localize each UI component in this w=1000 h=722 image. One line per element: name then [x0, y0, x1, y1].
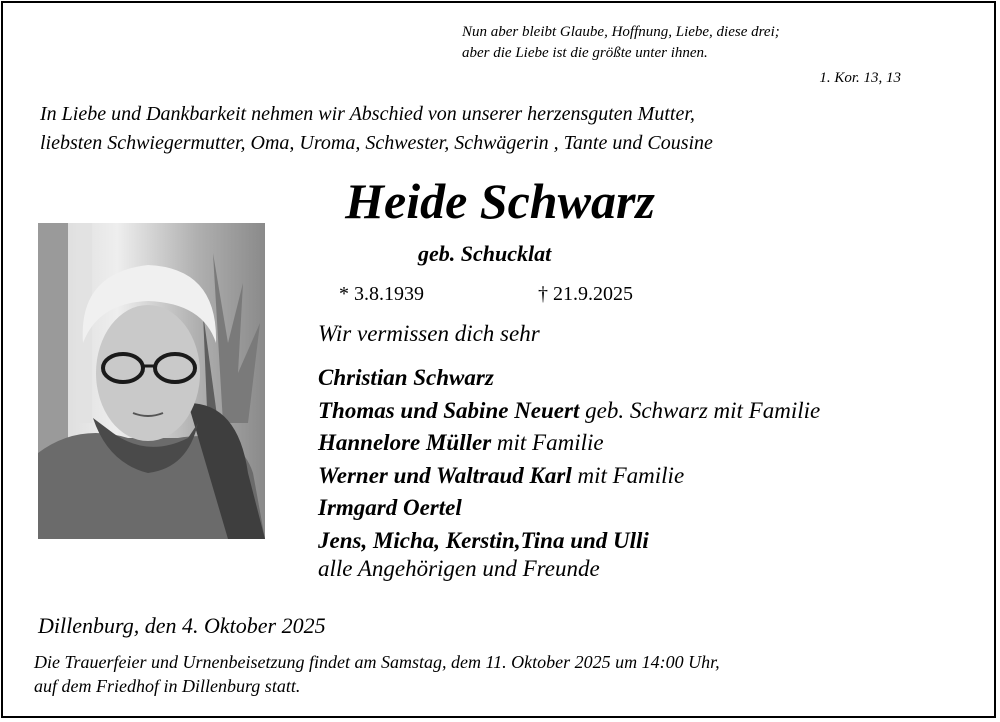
- intro-line: In Liebe und Dankbarkeit nehmen wir Abschied von unserer herzensguten Mutter,: [40, 103, 695, 125]
- funeral-line: Die Trauerfeier und Urnenbeisetzung findet am Samstag, dem 11. Oktober 2025 um 14:00 Uhr,: [34, 652, 720, 672]
- mourner-row: [318, 492, 820, 525]
- mourner-name: Irmgard Oertel: [318, 495, 462, 520]
- mourner-name: Hannelore Müller: [318, 430, 492, 455]
- death-date: † 21.9.2025: [538, 283, 633, 305]
- portrait-photo: [38, 223, 265, 539]
- mourner-suffix: mit Familie: [491, 430, 604, 455]
- mourner-row: [318, 525, 820, 558]
- mourner-name: Jens, Micha, Kerstin,Tina und Ulli: [318, 527, 649, 553]
- deceased-name: Heide Schwarz: [345, 173, 655, 229]
- intro-text: [40, 100, 713, 158]
- portrait-image: [38, 223, 265, 539]
- mourner-name: Thomas und Sabine Neuert: [318, 397, 580, 423]
- miss-you-text: Wir vermissen dich sehr: [318, 321, 540, 346]
- mourners-list: [318, 362, 820, 557]
- mourner-row: [318, 395, 820, 428]
- bible-verse: [462, 22, 780, 64]
- mourner-row: [318, 427, 820, 460]
- relatives-friends: alle Angehörigen und Freunde: [318, 556, 600, 581]
- mourner-suffix: mit Familie: [571, 462, 685, 488]
- mourner-name: Werner und Waltraud Karl: [318, 462, 572, 488]
- place-date: Dillenburg, den 4. Oktober 2025: [38, 613, 326, 638]
- mourner-row: [318, 362, 820, 395]
- verse-reference: 1. Kor. 13, 13: [819, 70, 901, 86]
- birth-date: * 3.8.1939: [339, 283, 424, 305]
- maiden-name: geb. Schucklat: [418, 241, 552, 266]
- funeral-info: [34, 650, 720, 698]
- mourner-row: [318, 460, 820, 493]
- verse-line: aber die Liebe ist die größte unter ihnen.: [462, 45, 708, 61]
- verse-line: Nun aber bleibt Glaube, Hoffnung, Liebe, diese drei;: [462, 24, 780, 40]
- mourner-name: Christian Schwarz: [318, 365, 494, 390]
- intro-line: liebsten Schwiegermutter, Oma, Uroma, Schwester, Schwägerin , Tante und Cousine: [40, 132, 713, 154]
- funeral-line: auf dem Friedhof in Dillenburg statt.: [34, 676, 301, 696]
- mourner-suffix: geb. Schwarz mit Familie: [579, 397, 821, 423]
